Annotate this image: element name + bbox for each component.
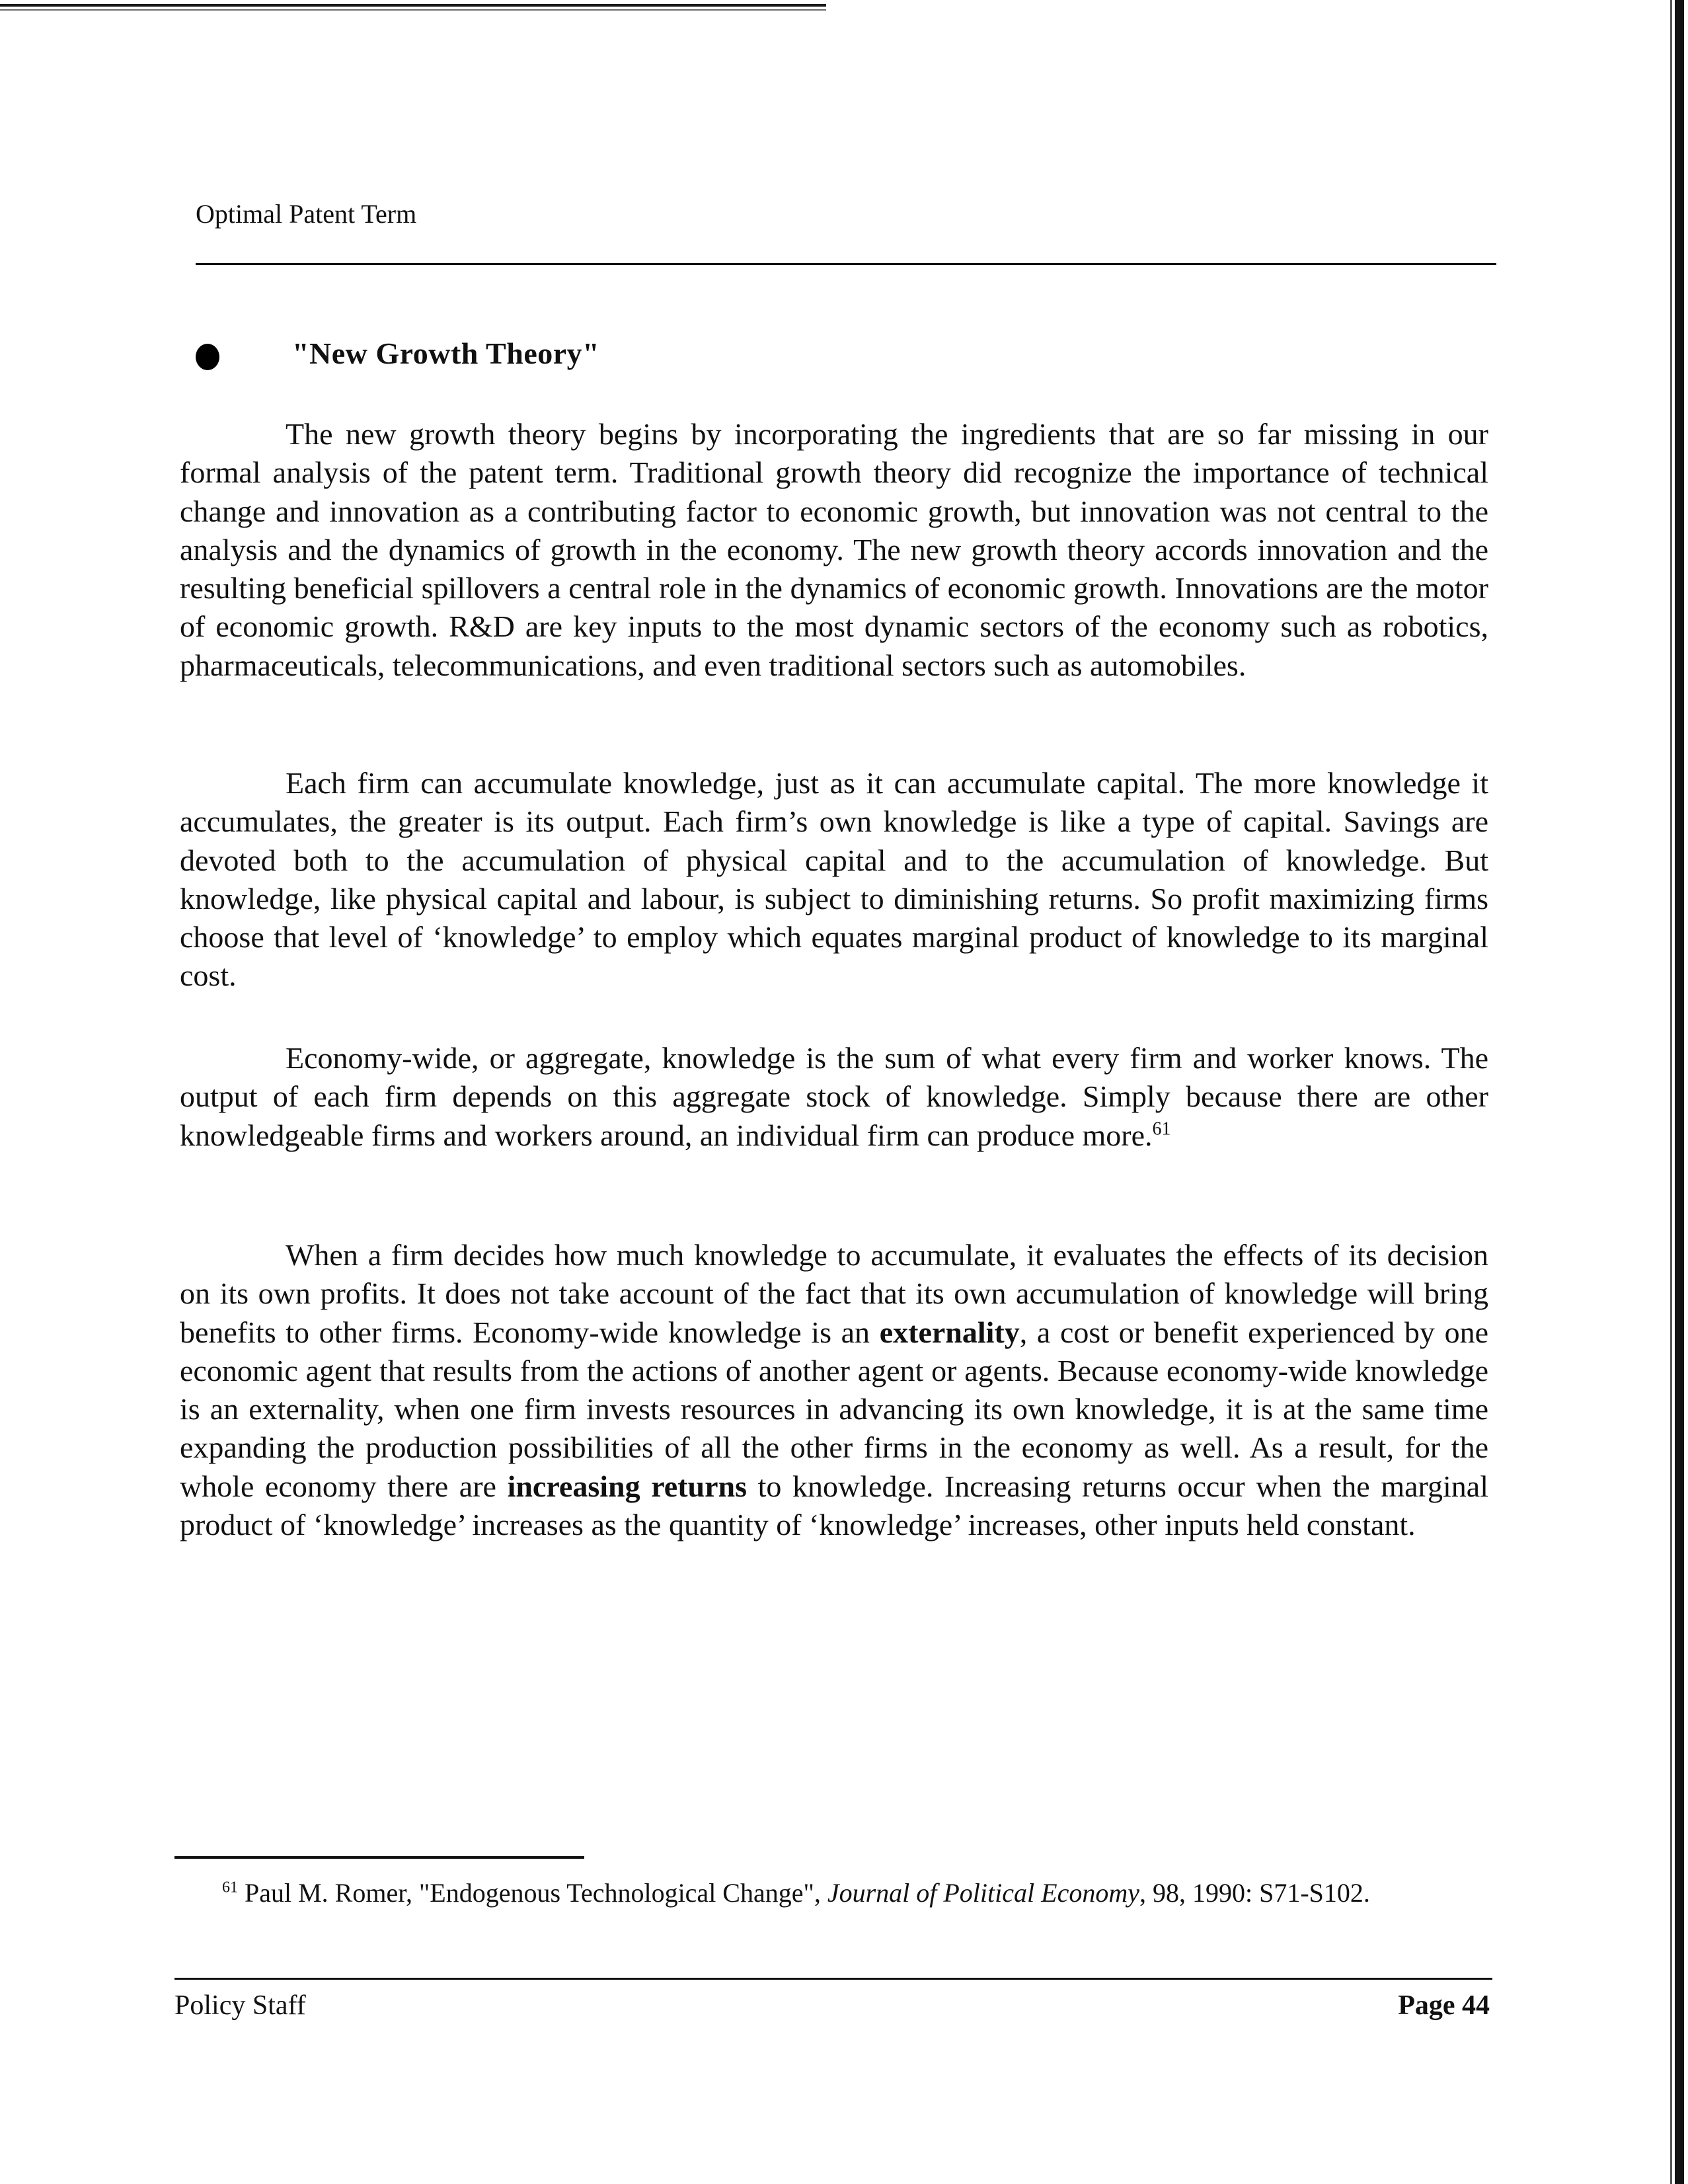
running-header: Optimal Patent Term — [196, 199, 417, 229]
footnote-reference[interactable]: 61 — [1152, 1118, 1171, 1140]
paragraph-4 — [180, 1236, 1488, 1544]
paragraph-1-text: The new growth theory begins by incorporating the ingredients that are so far missing in our formal analysis of the patent term. Traditional growth theory did recognize the importance of technical change and innovation as a contributing factor to economic growth, but innovation was not central to the analysis and the dynamics of growth in the economy. The new growth theory accords innovation and the resulting beneficial spillovers a central role in the dynamics of economic growth. Innovations are the motor of economic growth. R&D are key inputs to the most dynamic sectors of the economy such as robotics, pharmaceuticals, telecommunications, and even traditional sectors such as automobiles. — [180, 417, 1488, 682]
term-increasing-returns: increasing returns — [507, 1469, 748, 1503]
scan-edge-right-secondary — [1670, 0, 1672, 2184]
scan-edge-right — [1675, 0, 1684, 2184]
paragraph-3-text: Economy-wide, or aggregate, knowledge is the sum of what every firm and worker knows. The output of each firm depends on this aggregate stock of knowledge. Simply because there are other knowledgeable firms and workers around, an individual firm can produce more. — [180, 1041, 1488, 1152]
scan-edge-top-secondary — [0, 9, 826, 11]
term-externality: externality — [879, 1315, 1020, 1349]
bullet-icon — [196, 344, 219, 370]
paragraph-4-text-a: When a firm decides how much knowledge to accumulate, it evaluates the effects of its decision on its own profits. It does not take account of the fact that its own accumulation of knowledge will bring benefits to other firms. Economy-wide knowledge is an — [180, 1238, 1488, 1349]
section-heading: "New Growth Theory" — [292, 336, 600, 370]
footnote-citation: , 98, 1990: S71-S102. — [1139, 1878, 1370, 1908]
header-rule — [196, 263, 1496, 265]
footer-rule — [174, 1978, 1492, 1980]
footnote-number: 61 — [222, 1879, 238, 1896]
paragraph-4-text-c: to knowledge. Increasing returns occur when the marginal product of ‘knowledge’ increases as the quantity of ‘knowledge’ increases, other inputs held constant. — [180, 1469, 1488, 1542]
footnote-rule — [174, 1856, 584, 1859]
footer-department: Policy Staff — [174, 1990, 306, 2021]
footnote — [222, 1877, 1370, 1908]
scan-edge-top — [0, 4, 826, 7]
footnote-journal: Journal of Political Economy — [827, 1878, 1139, 1908]
paragraph-1 — [180, 415, 1488, 685]
paragraph-4-text-b: , a cost or benefit experienced by one economic agent that results from the actions of another agent or agents. Because economy-wide knowledge is an externality, when one firm invests resources in advancing its own knowledge, it is at the same time expanding the production possibilities of all the other firms in the economy as well. As a result, for the whole economy there are — [180, 1315, 1488, 1503]
paragraph-3 — [180, 1039, 1488, 1155]
footnote-text: Paul M. Romer, "Endogenous Technological Change", — [238, 1878, 827, 1908]
paragraph-2-text: Each firm can accumulate knowledge, just as it can accumulate capital. The more knowledge it accumulates, the greater is its output. Each firm’s own knowledge is like a type of capital. Savings are devoted both to the accumulation of physical capital and to the accumulation of knowledge. But knowledge, like physical capital and labour, is subject to diminishing returns. So profit maximizing firms choose that level of ‘knowledge’ to employ which equates marginal product of knowledge to its marginal cost. — [180, 766, 1488, 993]
page-number: Page 44 — [1398, 1990, 1490, 2021]
paragraph-2 — [180, 764, 1488, 995]
